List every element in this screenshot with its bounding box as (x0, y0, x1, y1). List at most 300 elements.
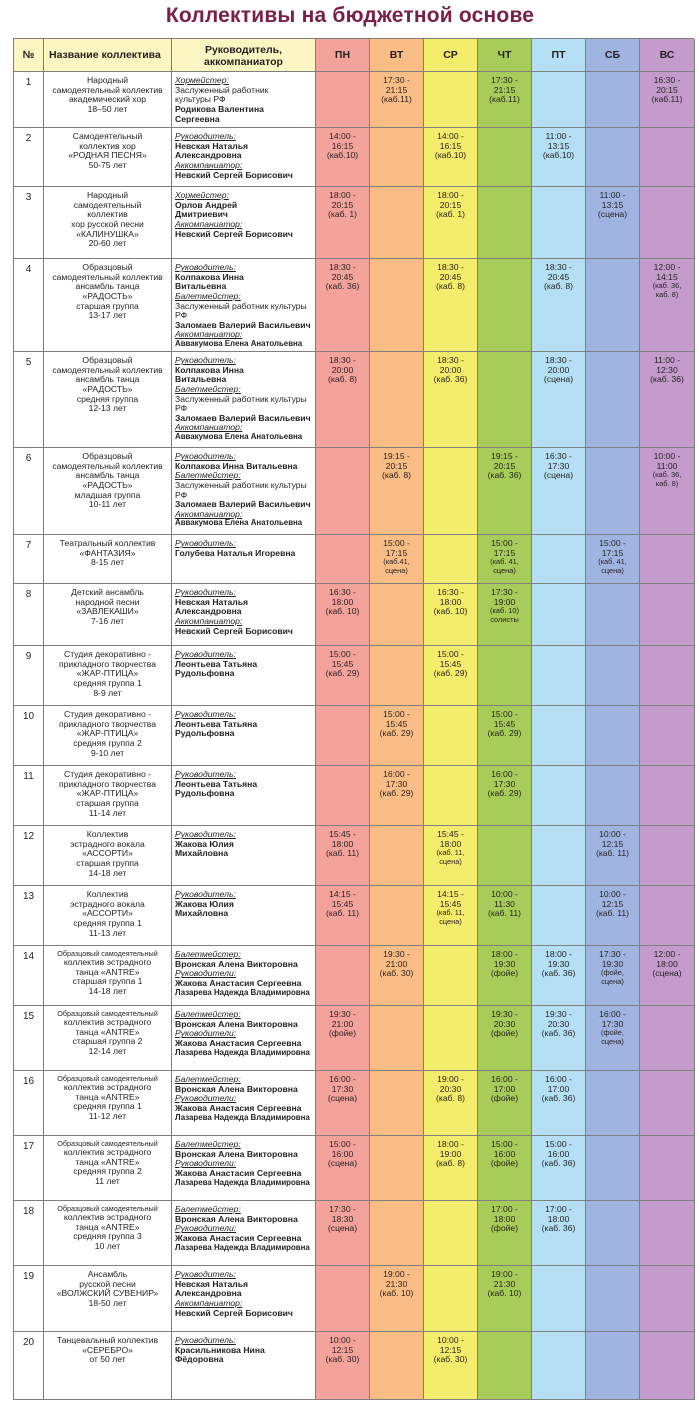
schedule-mon (316, 72, 370, 128)
schedule-time: сцена) (439, 916, 462, 926)
leader-person: Александровна (175, 150, 242, 161)
leader-role: Руководитель: (175, 769, 236, 779)
schedule-time: (каб. 1) (328, 209, 357, 220)
schedule-sun (640, 1136, 695, 1201)
leader-person: Лазарева Надежда Владимировна (175, 1047, 310, 1057)
leader-person: Заломаев Валерий Васильевич (175, 412, 311, 423)
schedule-mon (316, 1006, 370, 1071)
leader-person: Михайловна (175, 848, 229, 859)
schedule-thu (478, 72, 532, 128)
header-lead-line: аккомпаниатор (204, 56, 283, 68)
leader-person: Жакова Анастасия Сергеевна (175, 1102, 302, 1113)
schedule-time: 15:45 (331, 898, 354, 909)
collective-name-line: от 50 лет (89, 1354, 126, 1365)
schedule-time: 16:15 (439, 140, 462, 151)
schedule-mon (316, 1136, 370, 1201)
collective-name-line: Образцовый самодеятельный (57, 1204, 158, 1213)
leader-person: Леонтьева Татьяна (175, 718, 258, 729)
schedule-time: 20:30 (439, 1083, 462, 1094)
schedule-time: 19:30 - (545, 1009, 572, 1019)
header-name: Название коллектива (44, 39, 172, 72)
collective-name-line: 20-60 лет (88, 238, 127, 249)
collective-name-line: 11-12 лет (88, 1110, 127, 1121)
schedule-time: 16:00 - (329, 1074, 356, 1084)
schedule-sat (586, 128, 640, 187)
row-number: 13 (14, 886, 44, 946)
collective-name-line: самодеятельный коллектив (52, 271, 163, 282)
schedule-time: 17:30 (493, 778, 516, 789)
schedule-time: 20:15 (656, 84, 678, 95)
schedule-mon (316, 535, 370, 584)
row-number: 17 (14, 1136, 44, 1201)
schedule-time: 15:00 - (491, 538, 518, 548)
schedule-time: 17:15 (385, 547, 408, 558)
schedule-time: 11:00 - (653, 355, 681, 365)
schedule-thu (478, 1266, 532, 1332)
collective-name (44, 535, 172, 584)
collective-name (44, 584, 172, 646)
schedule-thu (478, 706, 532, 766)
leader-role: Балетмейстер: (175, 1204, 241, 1214)
row-number: 5 (14, 352, 44, 448)
schedule-time: (каб. 36) (541, 1093, 576, 1104)
schedule-time: 16:00 - (491, 1074, 518, 1084)
schedule-time: 18:00 (439, 838, 462, 849)
leader-note: Заслуженный работник культуры (175, 393, 307, 404)
collective-name (44, 706, 172, 766)
schedule-sat (586, 535, 640, 584)
schedule-sun (640, 1071, 695, 1136)
row-number: 19 (14, 1266, 44, 1332)
leader-info (172, 352, 316, 448)
schedule-fri (532, 1201, 586, 1266)
schedule-fri (532, 448, 586, 535)
leader-person: Вронская Алена Викторовна (175, 1083, 298, 1094)
schedule-time: (каб. 1) (436, 209, 465, 220)
schedule-time: 12:15 (331, 1344, 354, 1355)
collective-name-line: 50-75 лет (88, 159, 127, 170)
schedule-time: 12:00 - (653, 949, 681, 959)
collective-name (44, 1201, 172, 1266)
schedule-time: 20:45 (331, 271, 354, 282)
schedule-sat (586, 72, 640, 128)
row-number: 9 (14, 646, 44, 706)
schedule-mon (316, 1201, 370, 1266)
collective-name-line: танца «ANTRE» (75, 966, 140, 977)
leader-person: Колпакова Инна (175, 271, 244, 282)
schedule-fri (532, 72, 586, 128)
leader-person: Леонтьева Татьяна (175, 658, 258, 669)
collective-name-line: 11-14 лет (88, 807, 127, 818)
schedule-mon (316, 1332, 370, 1400)
schedule-time: 12:00 - (653, 262, 681, 272)
schedule-time: 14:00 - (329, 131, 356, 141)
schedule-time: 18:00 - (437, 1139, 464, 1149)
schedule-time: 18:30 - (329, 262, 356, 272)
schedule-wed (424, 766, 478, 826)
leader-info (172, 535, 316, 584)
leader-person: Леонтьева Татьяна (175, 778, 258, 789)
leader-person: Витальевна (175, 374, 227, 385)
collective-name-line: 13-17 лет (88, 310, 127, 321)
schedule-sat (586, 886, 640, 946)
leader-person: Фёдоровна (175, 1354, 224, 1365)
leader-person: Невский Сергей Борисович (175, 228, 293, 239)
leader-role: Балетмейстер: (175, 290, 241, 301)
schedule-time: (каб. 29) (487, 788, 522, 799)
collective-name-line: «ЖАР-ПТИЦА» (76, 668, 139, 679)
schedule-time: 15:00 - (329, 1139, 356, 1149)
leader-person: Рудольфовна (175, 728, 235, 739)
schedule-time: 16:00 - (599, 1009, 626, 1019)
schedule-time: (каб. 8) (436, 1093, 465, 1104)
schedule-sat (586, 766, 640, 826)
collective-name (44, 128, 172, 187)
leader-person: Аввакумова Елена Анатольевна (175, 518, 303, 528)
schedule-time: (каб. 36) (325, 281, 360, 292)
schedule-mon (316, 584, 370, 646)
collective-name (44, 187, 172, 259)
schedule-time: 19:15 - (491, 451, 518, 461)
leader-person: Витальевна (175, 281, 227, 292)
schedule-tue (370, 646, 424, 706)
schedule-tue (370, 1266, 424, 1332)
schedule-mon (316, 448, 370, 535)
collective-name-line: прикладного творчества (58, 718, 157, 729)
schedule-tue (370, 1071, 424, 1136)
header-day-thu: ЧТ (478, 39, 532, 72)
collective-name-line: коллектив хор (79, 140, 136, 151)
schedule-tue (370, 946, 424, 1006)
schedule-time: (каб. 11, (436, 848, 465, 858)
collective-name-line: танца «ANTRE» (75, 1091, 140, 1102)
schedule-time: 19:30 - (383, 949, 410, 959)
schedule-time: 18:00 - (437, 190, 464, 200)
schedule-time: (каб. 8) (544, 281, 573, 292)
schedule-wed (424, 72, 478, 128)
schedule-tue (370, 187, 424, 259)
schedule-time: 18:30 (331, 1213, 354, 1224)
collective-name-line: коллектив эстрадного (63, 1082, 152, 1093)
collective-name (44, 72, 172, 128)
schedule-time: (каб. 41, (490, 557, 519, 567)
collective-name-line: 8-15 лет (90, 557, 125, 568)
leader-person: Орлов Андрей (175, 199, 238, 210)
schedule-time: 15:00 - (383, 709, 410, 719)
row-number: 18 (14, 1201, 44, 1266)
schedule-time: 15:45 - (329, 829, 356, 839)
collective-name (44, 826, 172, 886)
collective-name (44, 1332, 172, 1400)
leader-info (172, 584, 316, 646)
leader-person: Михайловна (175, 908, 229, 919)
schedule-tue (370, 766, 424, 826)
collective-name-line: старшая группа (76, 857, 139, 868)
schedule-time: (фойе, (601, 968, 624, 978)
schedule-sun (640, 128, 695, 187)
schedule-time: (каб.10) (434, 150, 467, 161)
schedule-sat (586, 646, 640, 706)
schedule-wed (424, 1201, 478, 1266)
leader-role: Аккомпаниатор: (175, 615, 243, 626)
schedule-time: 16:15 (331, 140, 354, 151)
leader-role: Руководители: (175, 968, 237, 979)
schedule-fri (532, 886, 586, 946)
schedule-time: 20:45 (439, 271, 462, 282)
header-lead (172, 39, 316, 72)
collective-name-line: ансамбль танца (75, 281, 140, 292)
leader-person: Жакова Юлия (175, 898, 234, 909)
collective-name-line: Танцевальный коллектив (56, 1335, 159, 1345)
schedule-time: 18:00 (331, 838, 354, 849)
schedule-mon (316, 1071, 370, 1136)
row-number: 10 (14, 706, 44, 766)
schedule-time: 20:15 (439, 199, 462, 210)
schedule-time: (каб.41, (383, 557, 410, 567)
schedule-sun (640, 584, 695, 646)
schedule-sun (640, 352, 695, 448)
leader-person: Вронская Алена Викторовна (175, 958, 298, 969)
schedule-time: 17:30 - (383, 75, 410, 85)
schedule-tue (370, 535, 424, 584)
schedule-mon (316, 646, 370, 706)
schedule-time: 15:45 (439, 658, 462, 669)
schedule-time: 15:00 - (491, 709, 518, 719)
schedule-time: 21:30 (385, 1278, 408, 1289)
schedule-tue (370, 1332, 424, 1400)
leader-person: Жакова Анастасия Сергеевна (175, 1232, 302, 1243)
schedule-sat (586, 259, 640, 352)
schedule-time: 16:00 (331, 1148, 354, 1159)
schedule-time: сцена) (439, 856, 462, 866)
row-number: 3 (14, 187, 44, 259)
schedule-sat (586, 706, 640, 766)
leader-role: Балетмейстер: (175, 383, 241, 394)
schedule-time: 15:00 - (545, 1139, 572, 1149)
collective-name-line: Народный (86, 75, 129, 85)
leader-note: Заслуженный работник культуры (175, 300, 307, 311)
schedule-sat (586, 352, 640, 448)
row-number: 12 (14, 826, 44, 886)
leader-note: РФ (175, 403, 188, 414)
collective-name-line: младшая группа (74, 489, 141, 500)
leader-role: Аккомпаниатор: (175, 1297, 243, 1308)
leader-person: Заломаев Валерий Васильевич (175, 499, 311, 510)
collective-name-line: Образцовый (82, 262, 133, 272)
schedule-time: 20:00 (331, 364, 354, 375)
schedule-time: 19:00 (493, 596, 516, 607)
schedule-time: (каб. 29) (379, 728, 414, 739)
collective-name-line: «ФАНТАЗИЯ» (79, 547, 136, 558)
schedule-thu (478, 352, 532, 448)
collective-name-line: 9-10 лет (90, 747, 125, 758)
schedule-time: 19:30 (601, 958, 624, 969)
collective-name-line: Детский ансамбль (71, 587, 144, 597)
leader-role: Руководитель: (175, 829, 236, 839)
leader-role: Руководитель: (175, 1335, 236, 1345)
leader-note: культуры РФ (175, 94, 226, 105)
collective-name-line: 10-11 лет (88, 499, 127, 510)
leader-person: Рудольфовна (175, 788, 235, 799)
schedule-wed (424, 584, 478, 646)
schedule-time: (фойе) (328, 1028, 357, 1039)
collective-name-line: средняя группа 2 (73, 737, 142, 748)
schedule-time: 12:15 (439, 1344, 462, 1355)
leader-person: Сергеевна (175, 113, 220, 124)
schedule-time: 10:00 - (491, 889, 518, 899)
leader-role: Руководители: (175, 1223, 237, 1234)
schedule-time: (фойе) (490, 1028, 519, 1039)
schedule-wed (424, 1266, 478, 1332)
schedule-wed (424, 187, 478, 259)
collective-name-line: русской песни (79, 1278, 136, 1289)
schedule-time: (каб. 36) (541, 1158, 576, 1169)
schedule-time: (каб. 8) (436, 281, 465, 292)
schedule-fri (532, 1136, 586, 1201)
schedule-time: 15:00 - (491, 1139, 518, 1149)
header-num: № (14, 39, 44, 72)
schedule-wed (424, 448, 478, 535)
collective-name-line: Самодеятельный (72, 131, 143, 141)
schedule-fri (532, 1006, 586, 1071)
schedule-fri (532, 646, 586, 706)
leader-person: Колпакова Инна (175, 364, 244, 375)
schedule-thu (478, 946, 532, 1006)
schedule-tue (370, 826, 424, 886)
leader-person: Александровна (175, 1288, 242, 1299)
collective-name-line: «АССОРТИ» (82, 908, 133, 919)
schedule-fri (532, 946, 586, 1006)
collective-name-line: 18-50 лет (88, 1297, 127, 1308)
schedule-sun (640, 1201, 695, 1266)
schedule-tue (370, 259, 424, 352)
schedule-fri (532, 766, 586, 826)
leader-role: Балетмейстер: (175, 949, 241, 959)
schedule-time: (сцена) (597, 209, 628, 220)
schedule-time: сцена) (601, 976, 624, 986)
leader-note: РФ (175, 310, 188, 321)
leader-info (172, 1136, 316, 1201)
schedule-time: (каб. 36, (652, 281, 682, 291)
row-number: 1 (14, 72, 44, 128)
schedule-time: 11:00 - (545, 131, 572, 141)
header-day-fri: ПТ (532, 39, 586, 72)
schedule-time: (каб. 36) (650, 374, 684, 385)
leader-note: Заслуженный работник (175, 84, 269, 95)
schedule-fri (532, 187, 586, 259)
schedule-time: 18:00 - (491, 949, 518, 959)
leader-info (172, 1006, 316, 1071)
schedule-wed (424, 1136, 478, 1201)
schedule-time: (каб. 36) (541, 968, 576, 979)
schedule-time: 19:00 - (383, 1269, 410, 1279)
collective-name-line: танца «ANTRE» (75, 1221, 140, 1232)
schedule-time: 21:00 (385, 958, 408, 969)
leader-person: Колпакова Инна Витальевна (175, 460, 298, 471)
leader-info (172, 128, 316, 187)
schedule-time: 16:00 (493, 1148, 516, 1159)
schedule-time: (каб. 10) (490, 606, 519, 616)
collective-name-line: эстрадного вокала (70, 898, 145, 909)
leader-person: Жакова Анастасия Сергеевна (175, 977, 302, 988)
schedule-sun (640, 946, 695, 1006)
schedule-time: (каб.11) (651, 94, 683, 105)
schedule-time: 15:45 (385, 718, 408, 729)
leader-person: Лазарева Надежда Владимировна (175, 1242, 310, 1252)
schedule-sat (586, 1136, 640, 1201)
schedule-time: (каб.11) (381, 94, 412, 105)
row-number: 14 (14, 946, 44, 1006)
collective-name-line: Народный (86, 190, 129, 200)
schedule-time: (каб. 11) (325, 908, 360, 919)
leader-person: Невский Сергей Борисович (175, 169, 293, 180)
collective-name-line: 12-13 лет (88, 403, 127, 414)
schedule-thu (478, 259, 532, 352)
leader-role: Руководитель: (175, 649, 236, 659)
schedule-time: 17:00 (493, 1083, 516, 1094)
schedule-time: (каб. 29) (325, 668, 360, 679)
schedule-time: 18:00 - (329, 190, 356, 200)
schedule-sat (586, 187, 640, 259)
leader-person: Александровна (175, 606, 242, 617)
schedule-time: 14:00 - (437, 131, 464, 141)
schedule-wed (424, 946, 478, 1006)
schedule-time: (сцена) (327, 1223, 358, 1234)
schedule-time: 16:30 - (329, 587, 356, 597)
collective-name-line: средняя группа 3 (73, 1231, 142, 1242)
schedule-tue (370, 1136, 424, 1201)
schedule-time: 16:30 - (545, 451, 572, 461)
schedule-time: каб. 8) (655, 289, 679, 299)
schedule-thu (478, 1201, 532, 1266)
schedule-thu (478, 584, 532, 646)
leader-info (172, 1332, 316, 1400)
leader-person: Голубева Наталья Игоревна (175, 547, 296, 558)
schedule-time: 19:30 - (329, 1009, 356, 1019)
leader-person: Невская Наталья (175, 596, 249, 607)
schedule-time: (каб. 8) (436, 1158, 465, 1169)
collective-name-line: «ЖАР-ПТИЦА» (76, 788, 139, 799)
schedule-time: 10:00 - (599, 889, 626, 899)
schedule-time: сцена) (601, 565, 624, 575)
schedule-sun (640, 448, 695, 535)
schedule-fri (532, 1071, 586, 1136)
schedule-sun (640, 72, 695, 128)
leader-role: Балетмейстер: (175, 470, 241, 481)
collective-name-line: старшая группа 2 (72, 1036, 143, 1047)
row-number: 8 (14, 584, 44, 646)
collective-name-line: прикладного творчества (58, 658, 157, 669)
leader-person: Жакова Анастасия Сергеевна (175, 1167, 302, 1178)
schedule-sat (586, 826, 640, 886)
row-number: 20 (14, 1332, 44, 1400)
collective-name (44, 1006, 172, 1071)
schedule-time: 19:00 - (437, 1074, 464, 1084)
leader-info (172, 259, 316, 352)
row-number: 11 (14, 766, 44, 826)
schedule-time: (каб. 11) (487, 908, 522, 919)
collective-name-line: средняя группа (76, 393, 139, 404)
collective-name-line: Студия декоративно - (64, 709, 151, 719)
leader-person: Вронская Алена Викторовна (175, 1018, 298, 1029)
schedule-fri (532, 259, 586, 352)
schedule-time: 19:15 - (383, 451, 410, 461)
schedule-sun (640, 1006, 695, 1071)
schedule-time: 17:30 (385, 778, 408, 789)
leader-role: Аккомпаниатор: (175, 159, 243, 170)
collective-name-line: Образцовый (82, 451, 133, 461)
collective-name-line: коллектив эстрадного (63, 1017, 152, 1028)
